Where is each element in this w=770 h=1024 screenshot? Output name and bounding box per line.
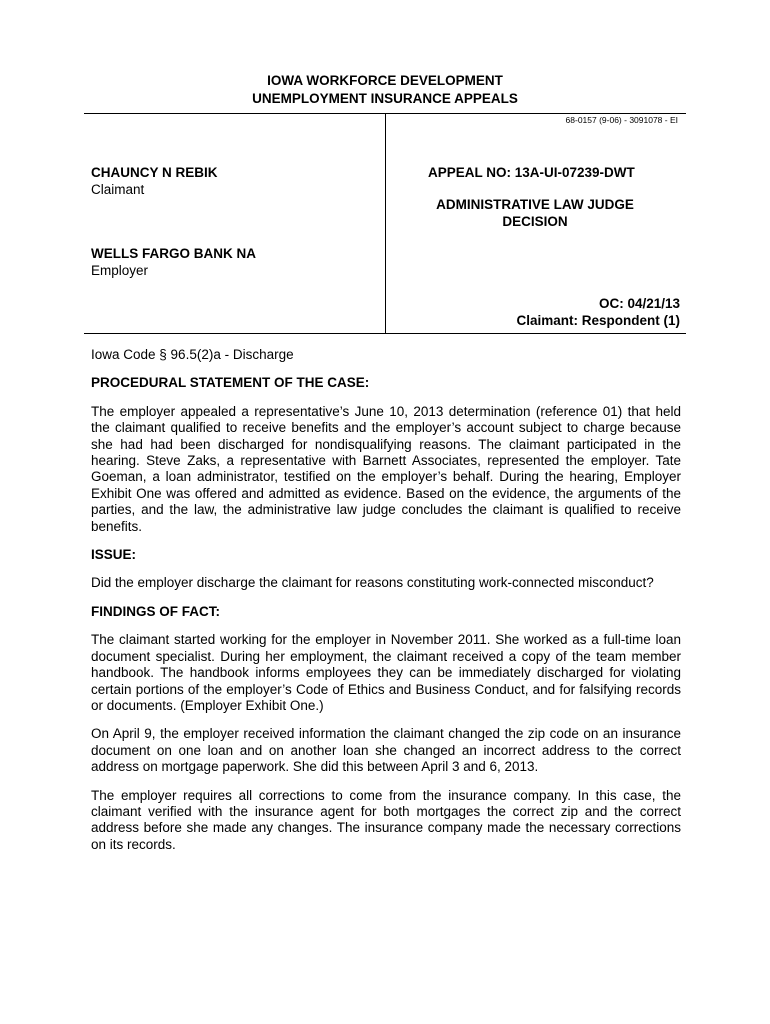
findings-heading: FINDINGS OF FACT: — [91, 603, 220, 619]
employer-role: Employer — [91, 263, 149, 278]
claimant-status: Claimant: Respondent (1) — [516, 313, 680, 328]
agency-name: IOWA WORKFORCE DEVELOPMENT — [267, 73, 503, 88]
code-citation: Iowa Code § 96.5(2)a - Discharge — [91, 347, 294, 362]
employer-name: WELLS FARGO BANK NA — [91, 246, 256, 261]
findings-paragraph: The employer requires all corrections to come from the insurance company. In this case, the claimant verified with the insurance agent for both mortgages the correct zip and the correct address before she made any changes. The insurance company made the necessary corrections on its records. — [91, 787, 681, 852]
form-code: 68-0157 (9-06) - 3091078 - EI — [565, 115, 678, 125]
claimant-name: CHAUNCY N REBIK — [91, 165, 218, 180]
claimant-block — [91, 164, 218, 198]
oc-date: OC: 04/21/13 — [598, 296, 680, 311]
decision-title-line2: DECISION — [502, 214, 568, 229]
caption-bottom-rule — [84, 333, 686, 334]
issue-text: Did the employer discharge the claimant for reasons constituting work-connected misconduct? — [91, 575, 654, 591]
procedural-heading: PROCEDURAL STATEMENT OF THE CASE: — [91, 375, 370, 391]
decision-title — [400, 196, 670, 230]
decision-body — [91, 347, 681, 865]
findings-paragraph: On April 9, the employer received information the claimant changed the zip code on an insurance document on one loan and on another loan she changed an incorrect address to the correct address on mortgage paperwork. She did this between April 3 and 6, 2013. — [91, 726, 681, 775]
issue-heading: ISSUE: — [91, 547, 137, 563]
caption-divider — [385, 113, 386, 334]
decision-title-line1: ADMINISTRATIVE LAW JUDGE — [436, 197, 634, 212]
agency-division: UNEMPLOYMENT INSURANCE APPEALS — [252, 91, 518, 106]
claimant-role: Claimant — [91, 182, 145, 197]
procedural-text: The employer appealed a representative’s June 10, 2013 determination (reference 01) that held the claimant qualified to receive benefits and the employer’s account subject to charge because she had had been discharged for nondisqualifying reasons. The claimant participated in the hearing. Steve Zaks, a representative with Barnett Associates, represented the employer. Tate Goeman, a loan administrator, testified on the employer’s behalf. During the hearing, Employer Exhibit One was offered and admitted as evidence. Based on the evidence, the arguments of the parties, and the law, the administrative law judge concludes the claimant is qualified to receive benefits. — [91, 403, 681, 534]
oc-block — [516, 295, 680, 329]
employer-block — [91, 245, 256, 279]
findings-paragraph: The claimant started working for the employer in November 2011. She worked as a full-time loan document specialist. During her employment, the claimant received a copy of the team member handbook. The handbook informs employees they can be immediately discharged for violating certain portions of the employer’s Code of Ethics and Business Conduct, and for falsifying records or documents. (Employer Exhibit One.) — [91, 632, 681, 713]
appeal-number: APPEAL NO: 13A-UI-07239-DWT — [428, 165, 635, 180]
